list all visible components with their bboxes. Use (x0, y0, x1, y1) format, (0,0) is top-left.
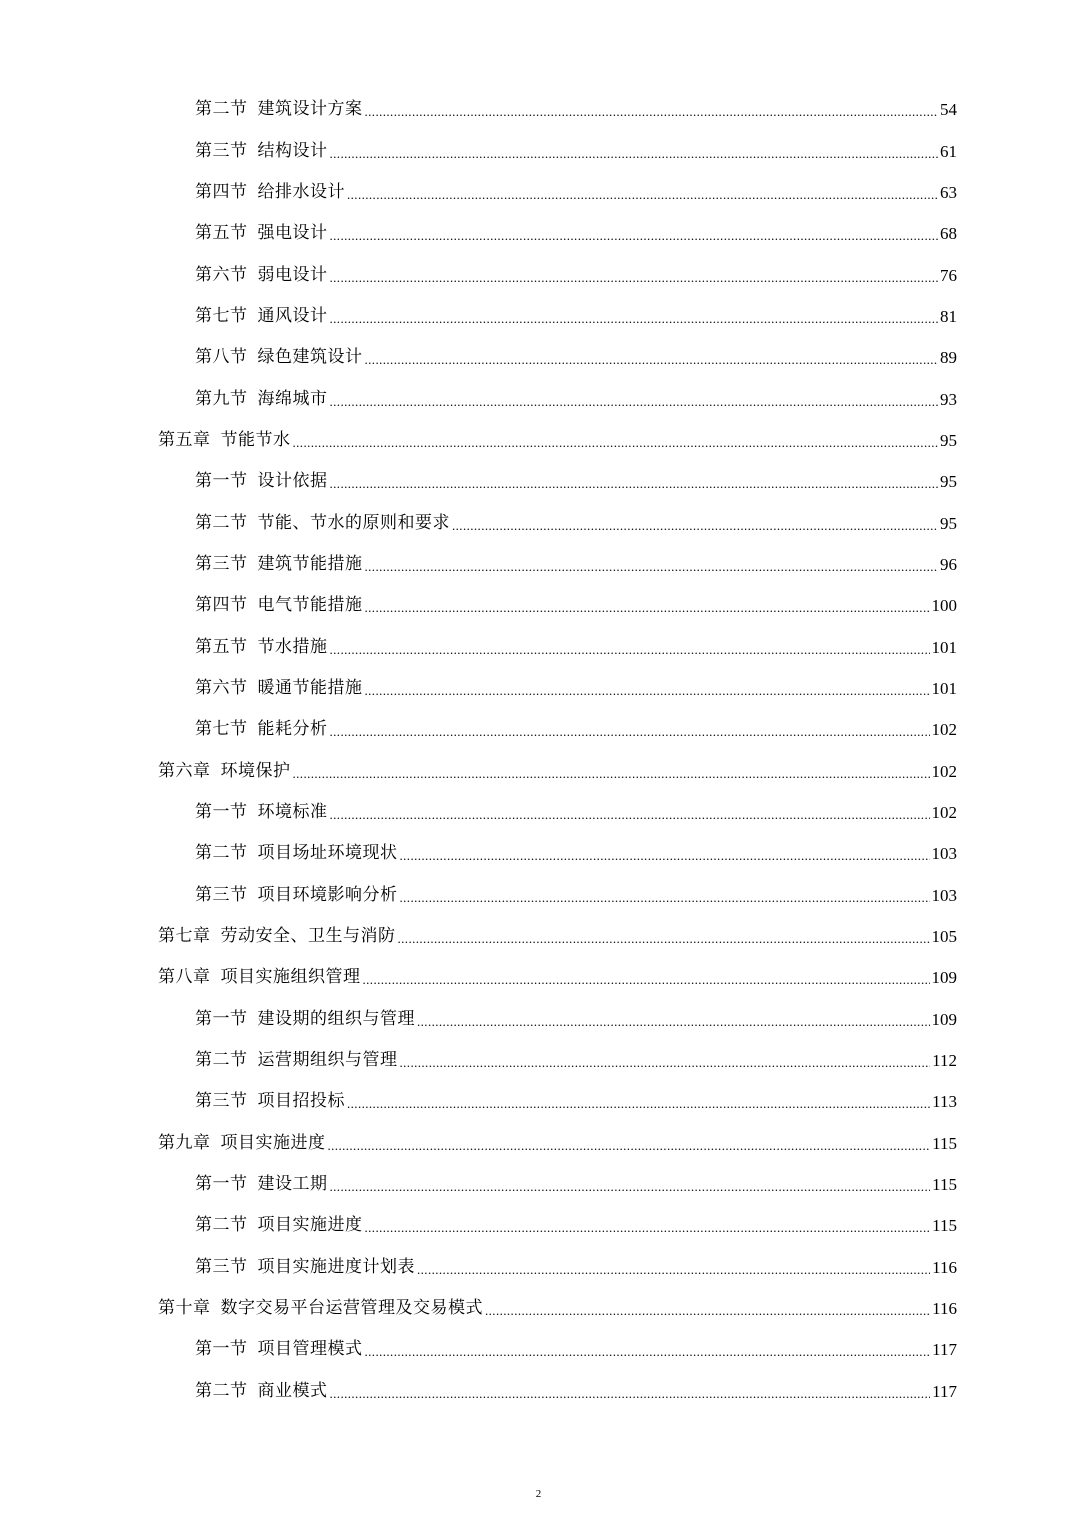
toc-entry-label: 第九节 (195, 388, 248, 409)
toc-entry-title: 项目招投标 (257, 1091, 345, 1112)
toc-entry-label: 第五章 (158, 429, 211, 450)
toc-entry-page: 109 (931, 968, 957, 988)
toc-section-entry[interactable] (158, 1205, 957, 1246)
toc-entry-title: 设计依据 (257, 471, 328, 492)
toc-section-entry[interactable] (158, 130, 957, 171)
toc-section-entry[interactable] (158, 833, 957, 874)
toc-entry-title: 强电设计 (257, 223, 328, 244)
toc-section-entry[interactable] (158, 585, 957, 626)
toc-entry-label: 第三节 (195, 884, 248, 905)
toc-entry-label: 第十章 (158, 1298, 211, 1319)
toc-entry-page: 117 (932, 1340, 957, 1360)
toc-entry-label: 第一节 (195, 471, 248, 492)
toc-entry-page: 81 (940, 306, 957, 326)
toc-entry-title: 项目实施进度计划表 (257, 1256, 415, 1277)
toc-entry-title: 通风设计 (257, 305, 328, 326)
toc-dot-leader (347, 188, 938, 205)
toc-entry-title: 项目实施进度 (220, 1132, 326, 1153)
toc-chapter-entry[interactable] (158, 1123, 957, 1164)
toc-entry-title: 弱电设计 (257, 264, 328, 285)
toc-dot-leader (417, 1263, 930, 1280)
toc-section-entry[interactable] (158, 999, 957, 1040)
toc-entry-label: 第一节 (195, 1339, 248, 1360)
toc-entry-label: 第二节 (195, 1215, 248, 1236)
toc-section-entry[interactable] (158, 1371, 957, 1412)
toc-section-entry[interactable] (158, 1164, 957, 1205)
toc-section-entry[interactable] (158, 709, 957, 750)
toc-section-entry[interactable] (158, 296, 957, 337)
toc-entry-title: 节能、节水的原则和要求 (257, 512, 450, 533)
toc-section-entry[interactable] (158, 668, 957, 709)
toc-chapter-entry[interactable] (158, 916, 957, 957)
toc-entry-page: 116 (932, 1257, 957, 1277)
toc-entry-title: 建设期的组织与管理 (257, 1008, 415, 1029)
toc-entry-title: 绿色建筑设计 (257, 347, 363, 368)
toc-section-entry[interactable] (158, 1040, 957, 1081)
toc-dot-leader (330, 1180, 931, 1197)
toc-entry-title: 环境保护 (220, 760, 291, 781)
toc-entry-page: 101 (931, 637, 957, 657)
toc-section-entry[interactable] (158, 1329, 957, 1370)
toc-section-entry[interactable] (158, 461, 957, 502)
toc-dot-leader (365, 1221, 931, 1238)
toc-dot-leader (330, 395, 939, 412)
toc-dot-leader (485, 1304, 930, 1321)
toc-entry-page: 103 (931, 885, 957, 905)
toc-section-entry[interactable] (158, 337, 957, 378)
toc-entry-title: 节水措施 (257, 636, 328, 657)
toc-chapter-entry[interactable] (158, 751, 957, 792)
toc-entry-page: 89 (940, 348, 957, 368)
toc-entry-label: 第四节 (195, 181, 248, 202)
toc-section-entry[interactable] (158, 213, 957, 254)
toc-dot-leader (452, 519, 938, 536)
toc-chapter-entry[interactable] (158, 957, 957, 998)
toc-dot-leader (365, 560, 939, 577)
toc-entry-label: 第三节 (195, 140, 248, 161)
toc-section-entry[interactable] (158, 172, 957, 213)
toc-section-entry[interactable] (158, 544, 957, 585)
toc-entry-label: 第六章 (158, 760, 211, 781)
toc-entry-label: 第七章 (158, 926, 211, 947)
toc-entry-title: 劳动安全、卫生与消防 (220, 926, 396, 947)
toc-entry-page: 115 (932, 1133, 957, 1153)
toc-entry-page: 109 (931, 1009, 957, 1029)
toc-entry-page: 105 (931, 927, 957, 947)
toc-entry-label: 第一节 (195, 802, 248, 823)
toc-dot-leader (330, 271, 939, 288)
toc-entry-page: 95 (940, 472, 957, 492)
toc-entry-title: 电气节能措施 (257, 595, 363, 616)
toc-dot-leader (347, 1097, 930, 1114)
toc-dot-leader (365, 105, 939, 122)
toc-dot-leader (330, 1387, 931, 1404)
toc-entry-label: 第三节 (195, 1256, 248, 1277)
toc-entry-page: 115 (932, 1175, 957, 1195)
toc-dot-leader (330, 147, 939, 164)
toc-entry-page: 96 (940, 554, 957, 574)
toc-entry-label: 第二节 (195, 99, 248, 120)
toc-entry-label: 第二节 (195, 512, 248, 533)
toc-entry-label: 第五节 (195, 636, 248, 657)
toc-section-entry[interactable] (158, 254, 957, 295)
toc-entry-title: 海绵城市 (257, 388, 328, 409)
toc-dot-leader (330, 808, 930, 825)
toc-entry-page: 102 (931, 761, 957, 781)
toc-entry-title: 建设工期 (257, 1174, 328, 1195)
toc-entry-page: 93 (940, 389, 957, 409)
page-number: 2 (535, 1488, 542, 1500)
toc-dot-leader (400, 849, 930, 866)
toc-dot-leader (330, 312, 939, 329)
toc-dot-leader (328, 1139, 931, 1156)
toc-entry-title: 环境标准 (257, 802, 328, 823)
toc-entry-page: 61 (940, 141, 957, 161)
toc-dot-leader (400, 891, 930, 908)
toc-dot-leader (365, 1345, 931, 1362)
toc-entry-title: 结构设计 (257, 140, 328, 161)
toc-dot-leader (330, 643, 930, 660)
toc-dot-leader (417, 1015, 930, 1032)
toc-entry-page: 100 (931, 596, 957, 616)
toc-entry-page: 113 (932, 1092, 957, 1112)
toc-entry-page: 112 (932, 1051, 957, 1071)
toc-entry-label: 第八节 (195, 347, 248, 368)
toc-section-entry[interactable] (158, 89, 957, 130)
toc-entry-label: 第三节 (195, 1091, 248, 1112)
toc-entry-label: 第六节 (195, 264, 248, 285)
toc-dot-leader (330, 477, 939, 494)
toc-entry-label: 第八章 (158, 967, 211, 988)
toc-section-entry[interactable] (158, 378, 957, 419)
toc-entry-title: 项目管理模式 (257, 1339, 363, 1360)
toc-entry-page: 103 (931, 844, 957, 864)
toc-dot-leader (398, 932, 930, 949)
toc-entry-title: 项目环境影响分析 (257, 884, 398, 905)
toc-entry-label: 第六节 (195, 677, 248, 698)
toc-entry-title: 给排水设计 (257, 181, 345, 202)
toc-entry-label: 第一节 (195, 1008, 248, 1029)
toc-dot-leader (365, 601, 930, 618)
toc-entry-title: 项目实施组织管理 (220, 967, 361, 988)
toc-entry-label: 第四节 (195, 595, 248, 616)
toc-entry-title: 运营期组织与管理 (257, 1050, 398, 1071)
toc-entry-label: 第二节 (195, 1050, 248, 1071)
toc-section-entry[interactable] (158, 502, 957, 543)
toc-entry-title: 建筑设计方案 (257, 99, 363, 120)
toc-entry-page: 76 (940, 265, 957, 285)
toc-section-entry[interactable] (158, 1247, 957, 1288)
toc-entry-label: 第五节 (195, 223, 248, 244)
toc-entry-label: 第七节 (195, 305, 248, 326)
toc-entry-page: 116 (932, 1299, 957, 1319)
toc-dot-leader (400, 1056, 931, 1073)
toc-entry-page: 68 (940, 224, 957, 244)
toc-dot-leader (293, 767, 930, 784)
toc-section-entry[interactable] (158, 792, 957, 833)
toc-entry-title: 项目场址环境现状 (257, 843, 398, 864)
toc-entry-label: 第九章 (158, 1132, 211, 1153)
toc-entry-label: 第二节 (195, 1380, 248, 1401)
toc-section-entry[interactable] (158, 626, 957, 667)
toc-entry-page: 101 (931, 678, 957, 698)
table-of-contents (158, 89, 957, 1412)
toc-dot-leader (293, 436, 939, 453)
toc-entry-page: 54 (940, 100, 957, 120)
toc-section-entry[interactable] (158, 1081, 957, 1122)
toc-chapter-entry[interactable] (158, 1288, 957, 1329)
toc-entry-title: 项目实施进度 (257, 1215, 363, 1236)
toc-entry-label: 第二节 (195, 843, 248, 864)
toc-entry-page: 115 (932, 1216, 957, 1236)
toc-entry-page: 117 (932, 1381, 957, 1401)
toc-entry-label: 第一节 (195, 1174, 248, 1195)
toc-dot-leader (330, 229, 939, 246)
toc-entry-label: 第三节 (195, 553, 248, 574)
toc-dot-leader (330, 725, 930, 742)
toc-entry-page: 95 (940, 513, 957, 533)
toc-section-entry[interactable] (158, 875, 957, 916)
toc-entry-title: 暖通节能措施 (257, 677, 363, 698)
toc-entry-title: 商业模式 (257, 1380, 328, 1401)
toc-entry-title: 节能节水 (220, 429, 291, 450)
toc-entry-label: 第七节 (195, 719, 248, 740)
toc-dot-leader (365, 684, 930, 701)
toc-entry-page: 102 (931, 803, 957, 823)
toc-entry-title: 数字交易平台运营管理及交易模式 (220, 1298, 483, 1319)
toc-dot-leader (363, 973, 930, 990)
toc-entry-title: 建筑节能措施 (257, 553, 363, 574)
toc-dot-leader (365, 353, 939, 370)
toc-entry-page: 102 (931, 720, 957, 740)
toc-entry-page: 95 (940, 430, 957, 450)
toc-chapter-entry[interactable] (158, 420, 957, 461)
toc-entry-page: 63 (940, 182, 957, 202)
toc-entry-title: 能耗分析 (257, 719, 328, 740)
